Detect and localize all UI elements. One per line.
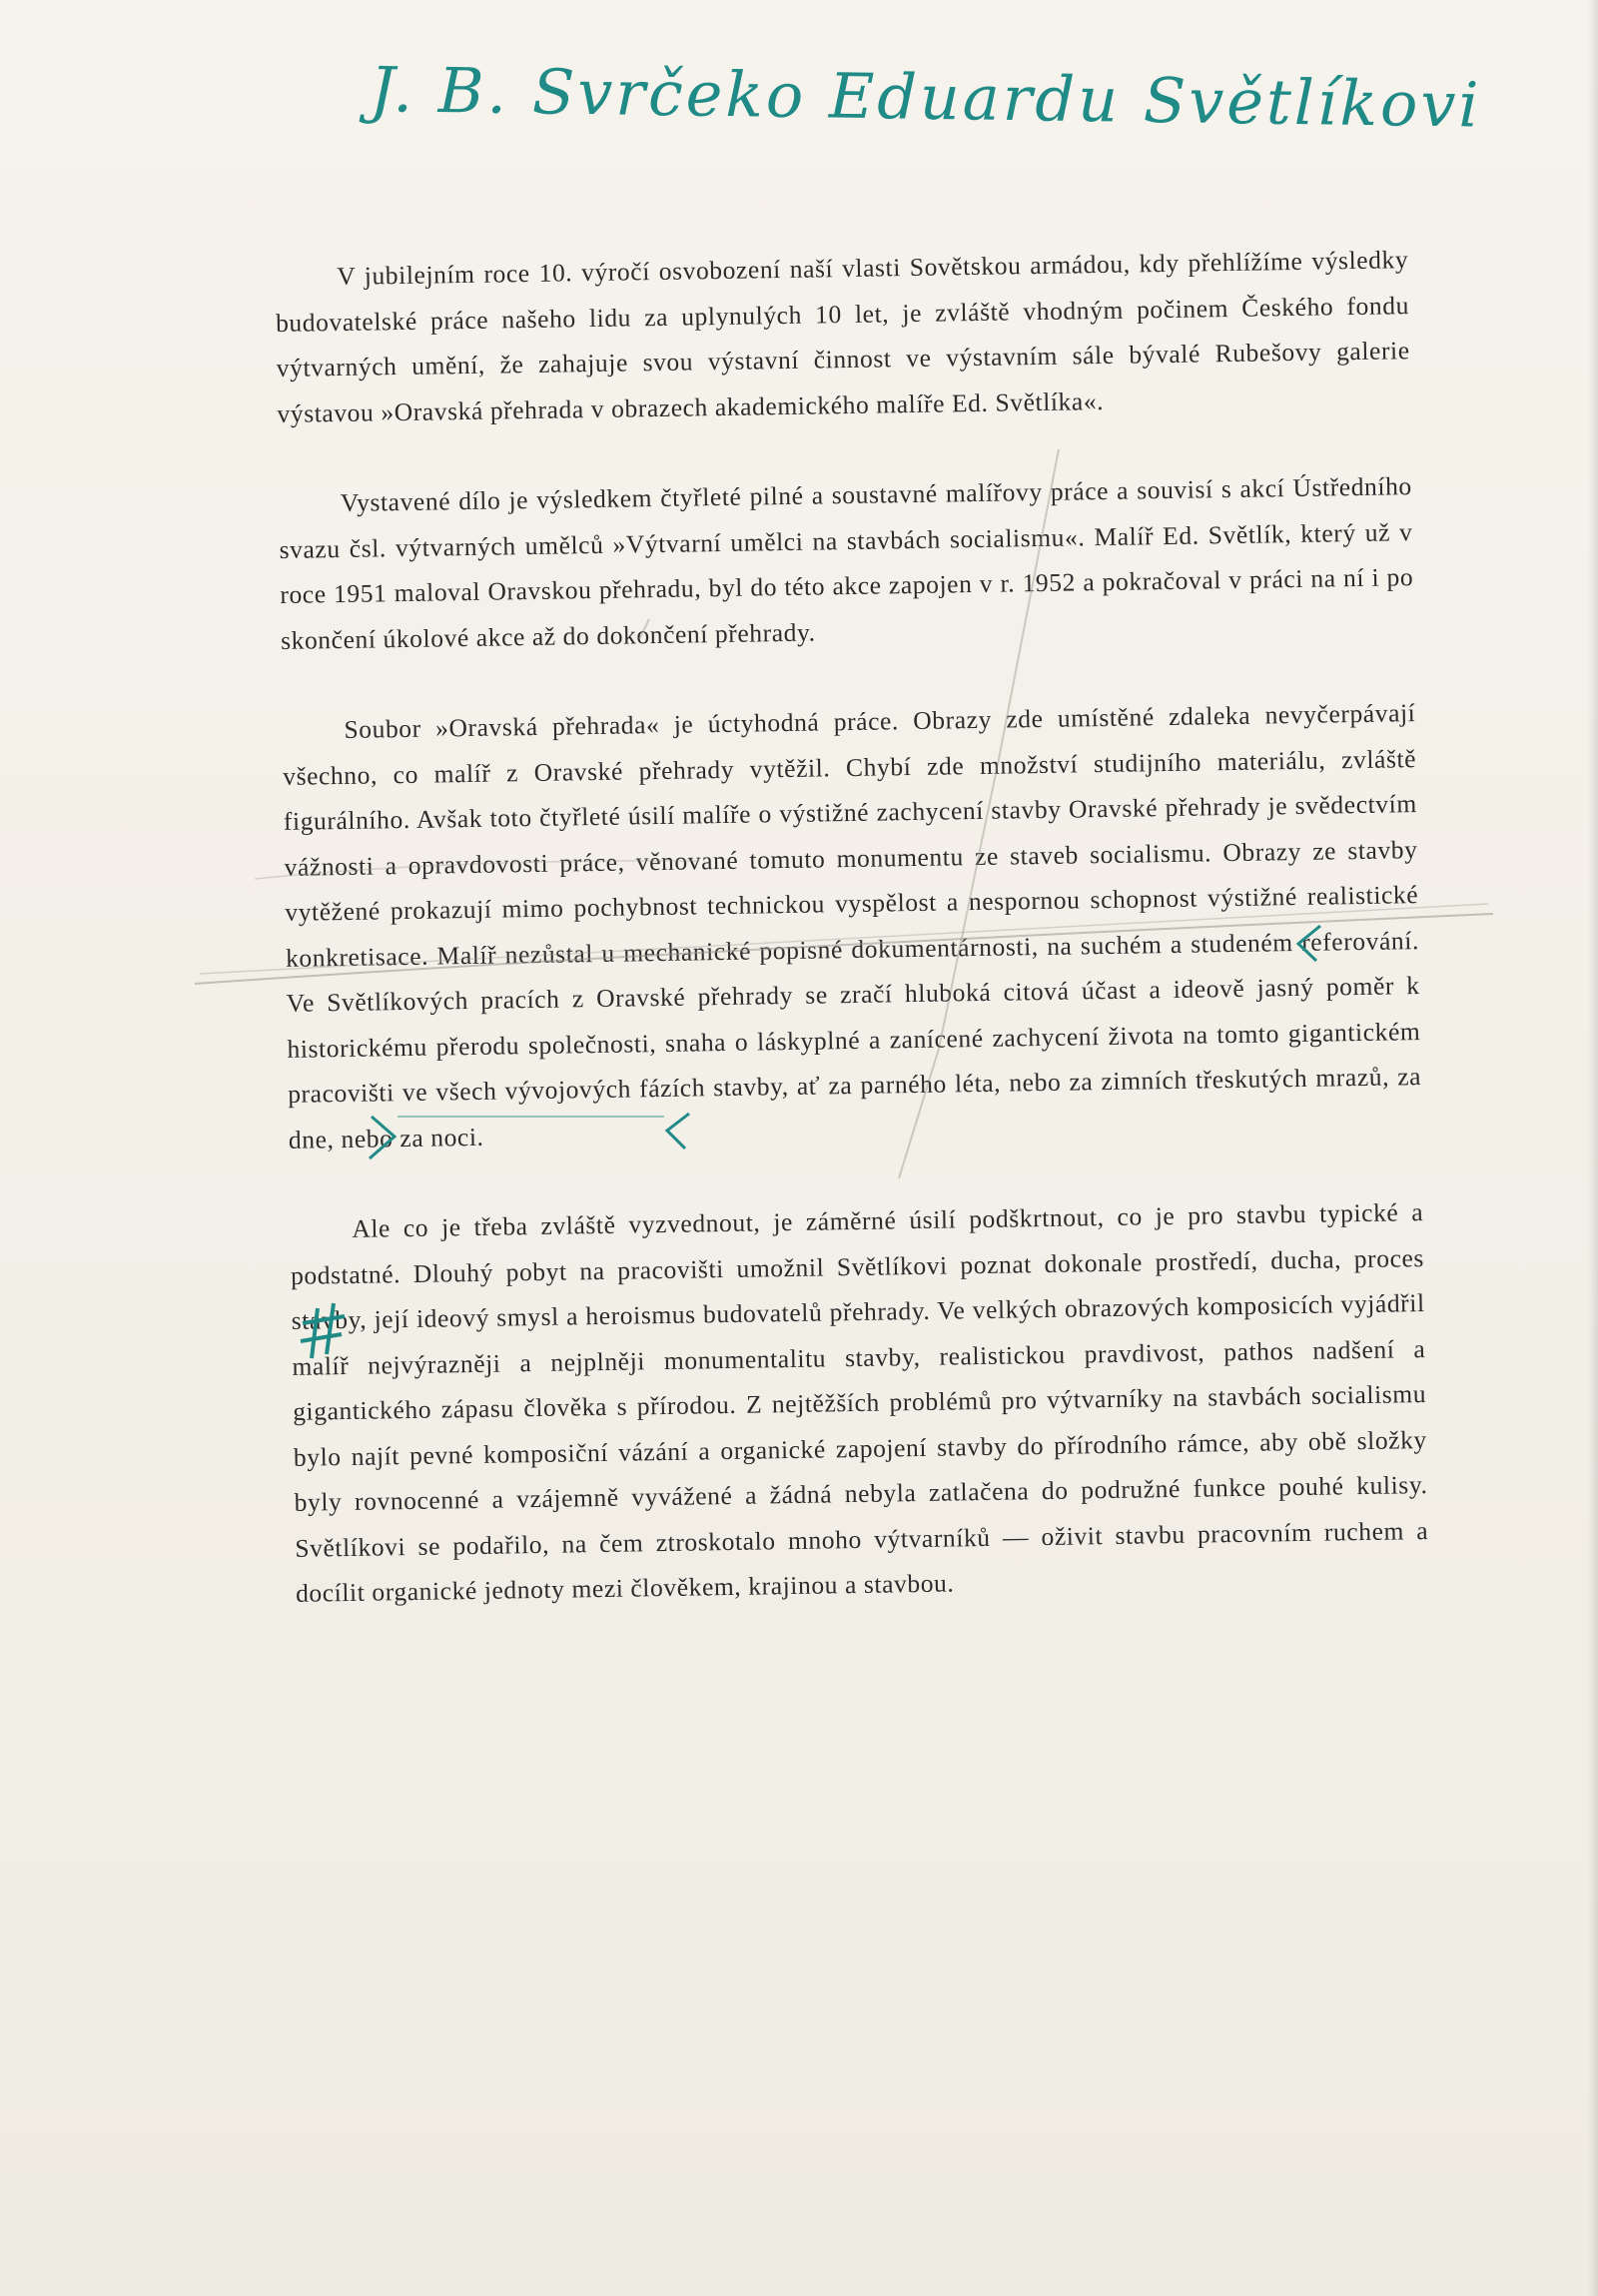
document-body xyxy=(275,237,1429,1616)
handwritten-dedication: J. B. Svrčeko Eduardu Světlíkovi xyxy=(369,53,1482,142)
paragraph: Soubor »Oravská přehrada« je úctyhodná práce. Obrazy zde umístěné zdaleka nevyčerpávají všechno, co malíř z Oravské přehrady vytěžil. Chybí zde množství studijního materiálu, zvláště figurálního. Avšak toto čtyřleté úsilí malíře o výstižné zachycení stavby Oravské přehrady je svědectvím vážnosti a opravdovosti práce, věnované tomuto monumentu ze staveb socialismu. Obrazy ze stavby vytěžené prokazují mimo pochybnost technickou vyspělost a nespornou schopnost výstižné realistické konkretisace. Malíř nezůstal u mechanické popisné dokumentárnosti, na suchém a studeném referování. Ve Světlíkových pracích z Oravské přehrady se zračí hluboká citová účast a ideově jasný poměr k historickému přerodu společnosti, snaha o láskyplné a zanícené zachycení života na tomto gigantickém pracovišti ve všech vývojových fázích stavby, ať za parného léta, nebo za zimních třeskutých mrazů, za dne, nebo za noci. xyxy=(282,698,1422,1154)
paragraph: Vystavené dílo je výsledkem čtyřleté pilné a soustavné malířovy práce a souvisí s akcí Ústředního svazu čsl. výtvarných umělců »Výtvarní umělci na stavbách socialismu«. Malíř Ed. Světlík, který už v roce 1951 maloval Oravskou přehradu, byl do této akce zapojen v r. 1952 a pokračoval v práci na ní i po skončení úkolové akce až do dokončení přehrady. xyxy=(279,471,1414,655)
paragraph: Ale co je třeba zvláště vyzvednout, je záměrné úsilí podškrtnout, co je pro stavbu typické a podstatné. Dlouhý pobyt na pracovišti umožnil Světlíkovi poznat dokonale prostředí, ducha, proces stavby, její ideový smysl a heroismus budovatelů přehrady. Ve velkých obrazových komposicích vyjádřil malíř nejvýrazněji a nejplněji monumentalitu stavby, realistickou pravdivost, pathos nadšení a gigantického zápasu člověka s přírodou. Z nejtěžších problémů pro výtvarníky na stavbách socialismu bylo najít pevné komposiční vázání a organické zapojení stavby do přírodního rámce, aby obě složky byly rovnocenné a vzájemně vyvážené a žádná nebyla zatlačena do podružné funkce pouhé kulisy. Světlíkovi se podařilo, na čem ztroskotalo mnoho výtvarníků — oživit stavbu pracovním ruchem a docílit organické jednoty mezi člověkem, krajinou a stavbou. xyxy=(290,1197,1429,1608)
page-edge-shadow xyxy=(1588,0,1598,2296)
paragraph: V jubilejním roce 10. výročí osvobození naší vlasti Sovětskou armádou, kdy přehlížíme výsledky budovatelské práce našeho lidu za uplynulých 10 let, je zvláště vhodným počinem Českého fondu výtvarných umění, že zahajuje svou výstavní činnost ve výstavním sále bývalé Rubešovy galerie výstavou »Oravská přehrada v obrazech akademického malíře Ed. Světlíka«. xyxy=(275,245,1410,428)
